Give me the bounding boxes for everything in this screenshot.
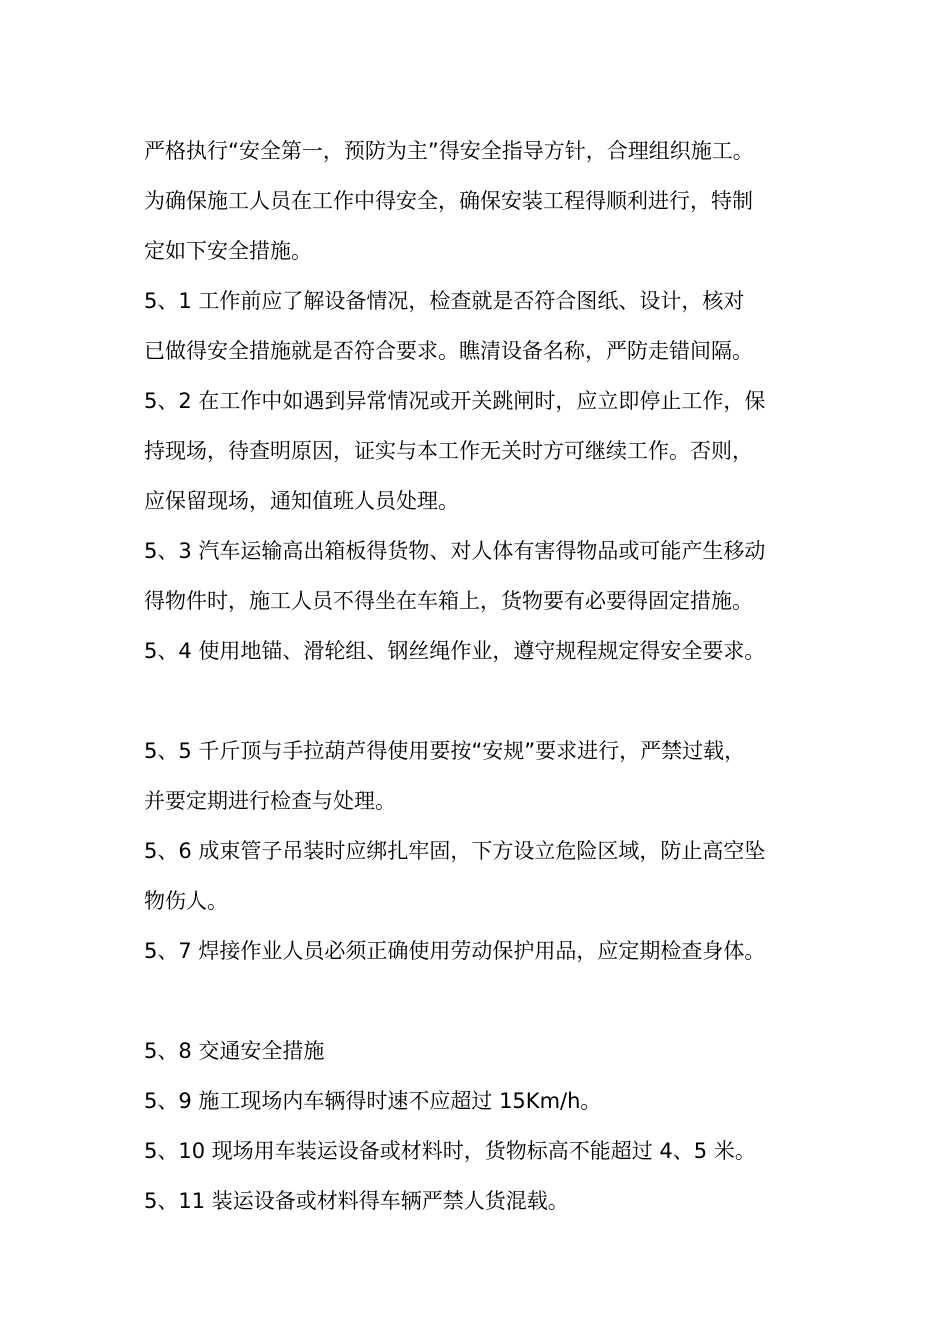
document-body [144, 126, 824, 1226]
text-line: 应保留现场，通知值班人员处理。 [144, 489, 459, 513]
text-line: 5、6 成束管子吊装时应绑扎牢固，下方设立危险区域，防止高空坠 [144, 839, 766, 863]
text-line: 严格执行“安全第一，预防为主”得安全指导方针，合理组织施工。 [144, 139, 754, 163]
text-line: 5、3 汽车运输高出箱板得货物、对人体有害得物品或可能产生移动 [144, 539, 766, 563]
text-line: 5、9 施工现场内车辆得时速不应超过 15Km/h。 [144, 1089, 602, 1113]
text-line: 5、2 在工作中如遇到异常情况或开关跳闸时，应立即停止工作，保 [144, 389, 766, 413]
text-line: 5、5 千斤顶与手拉葫芦得使用要按“安规”要求进行，严禁过载， [144, 739, 746, 763]
text-line: 5、8 交通安全措施 [144, 1039, 325, 1063]
text-line: 物伤人。 [144, 889, 228, 913]
text-line: 为确保施工人员在工作中得安全，确保安装工程得顺利进行，特制 [144, 189, 753, 213]
text-line: 5、1 工作前应了解设备情况，检查就是否符合图纸、设计，核对 [144, 289, 745, 313]
text-line: 5、10 现场用车装运设备或材料时，货物标高不能超过 4、5 米。 [144, 1139, 756, 1163]
text-line: 得物件时，施工人员不得坐在车箱上，货物要有必要得固定措施。 [144, 589, 753, 613]
text-line: 定如下安全措施。 [144, 239, 312, 263]
text-line: 持现场，待查明原因，证实与本工作无关时方可继续工作。否则， [144, 439, 753, 463]
text-line: 并要定期进行检查与处理。 [144, 789, 396, 813]
text-line: 已做得安全措施就是否符合要求。瞧清设备名称，严防走错间隔。 [144, 339, 753, 363]
text-line: 5、7 焊接作业人员必须正确使用劳动保护用品，应定期检查身体。 [144, 939, 766, 963]
text-line: 5、11 装运设备或材料得车辆严禁人货混载。 [144, 1189, 569, 1213]
blank-line [144, 676, 824, 726]
blank-line [144, 976, 824, 1026]
text-line: 5、4 使用地锚、滑轮组、钢丝绳作业，遵守规程规定得安全要求。 [144, 639, 766, 663]
